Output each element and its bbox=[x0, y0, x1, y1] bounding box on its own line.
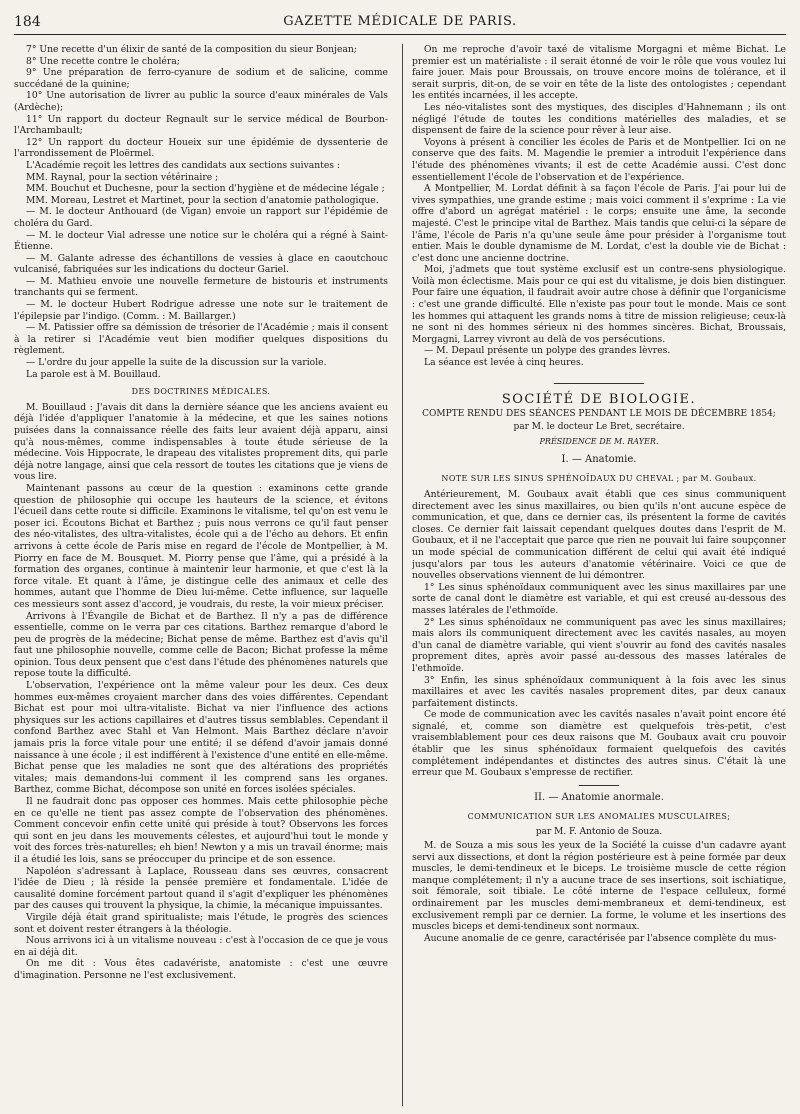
communication-title: COMMUNICATION SUR LES ANOMALIES MUSCULAIRES; bbox=[467, 812, 731, 822]
section-title: DES DOCTRINES MÉDICALES. bbox=[131, 387, 271, 397]
paragraph: Il ne faudrait donc pas opposer ces hommes. Mais cette philosophie pèche en ce qu'elle ne tient pas assez compte de l'observation des phénomènes. Comment concevoir enfin cette unité qui préside à tout? Observons les forces qui sont en jeu dans les mouvements célestes, et aujourd'hui tout le monde y voit des forces très-naturelles; eh bien! Newton y a mis un travail énorme; mais il a étudié les lois, sans se préoccuper du principe et de son essence. bbox=[14, 796, 388, 865]
note-line: — L'ordre du jour appelle la suite de la discussion sur la variole. bbox=[26, 357, 327, 369]
note-line: — M. le docteur Vial adresse une notice sur le choléra qui a régné à Saint-Étienne. bbox=[14, 229, 388, 253]
list-item: 9° Une préparation de ferro-cyanure de sodium et de salicine, comme succédané de la quinine; bbox=[14, 67, 388, 90]
list-item: 12° Un rapport du docteur Houeix sur une épidémie de dyssenterie de l'arrondissement de Ploërmel. bbox=[14, 136, 388, 160]
paragraph: Aucune anomalie de ce genre, caractérisée par l'absence complète du mus- bbox=[424, 932, 777, 944]
paragraph: 2° Les sinus sphénoïdaux ne communiquent pas avec les sinus maxillaires; mais alors ils communiquent directement avec les cavités nasales, au moyen d'un canal de diamètre variable, qui vient s'ouvrir au fond des cavités nasales proprement dites, après avoir passé au-dessous des masses latérales de l'ethmoïde. bbox=[412, 616, 786, 674]
list-item: 8° Une recette contre le choléra; bbox=[26, 55, 180, 67]
compte-rendu-line-1: COMPTE RENDU DES SÉANCES PENDANT LE MOIS DE DÉCEMBRE 1854; bbox=[422, 409, 776, 420]
column-divider bbox=[402, 44, 403, 1106]
paragraph: A Montpellier, M. Lordat définit à sa façon l'école de Paris. J'ai pour lui de vives sympathies, une grande estime ; mais voici comment il s'exprime : La vie offre d'abord un agrégat matériel : le corps; ensuite une âme, la seconde majesté. C'est le principe vital de Barthez. Mais tandis que celui-ci la sépare de l'âme, l'école de Paris n'a qu'une seule âme pour présider à l'organisme tout entier. Mais le double dynamisme de M. Lordat, c'est la double vie de Bichat : c'est donc une ancienne doctrine. bbox=[412, 183, 786, 264]
journal-title: GAZETTE MÉDICALE DE PARIS. bbox=[283, 14, 517, 29]
candidates-intro: L'Académie reçoit les lettres des candidats aux sections suivantes : bbox=[26, 159, 341, 171]
page-header bbox=[14, 12, 786, 35]
paragraph: Les néo-vitalistes sont des mystiques, des disciples d'Hahnemann ; ils ont négligé l'étude de toutes les conditions matérielles des maladies, et se dispensent de faire de la science pour rêver à leur aise. bbox=[412, 101, 786, 137]
page-number: 184 bbox=[14, 14, 41, 30]
note-line: — M. Mathieu envoie une nouvelle fermeture de bistouris et instruments tranchants qui se ferment. bbox=[14, 275, 388, 299]
candidate-line: MM. Raynal, pour la section vétérinaire ; bbox=[26, 171, 219, 183]
left-column bbox=[14, 44, 388, 1106]
paragraph: On me dit : Vous êtes cadavériste, anatomiste : c'est une œuvre d'imagination. Personne ne l'est exclusivement. bbox=[14, 958, 388, 981]
list-item: 11° Un rapport du docteur Regnault sur le service médical de Bourbon-l'Archambault; bbox=[14, 113, 388, 137]
right-column bbox=[412, 44, 786, 1106]
compte-rendu-line-2: par M. le docteur Le Bret, secrétaire. bbox=[513, 422, 685, 433]
list-item: 7° Une recette d'un élixir de santé de la composition du sieur Bonjean; bbox=[26, 44, 357, 55]
communication-author: par M. F. Antonio de Souza. bbox=[535, 827, 663, 838]
paragraph: Ce mode de communication avec les cavités nasales n'avait point encore été signalé, et, comme son diamètre est quelquefois très-petit, c'est vraisemblablement pour ces deux raisons que M. Goubaux avait cru pouvoir établir que les sinus sphénoïdaux formaient quelquefois des cavités complétement indépendantes et distinctes des autres sinus. C'était là une erreur que M. Goubaux s'empresse de rectifier. bbox=[412, 709, 786, 779]
small-rule bbox=[579, 785, 619, 786]
note-title: NOTE SUR LES SINUS SPHÉNOÏDAUX DU CHEVAL ; par M. Goubaux. bbox=[441, 474, 757, 484]
society-title: SOCIÉTÉ DE BIOLOGIE. bbox=[501, 391, 697, 407]
candidate-line: MM. Bouchut et Duchesne, pour la section d'hygiène et de médecine légale ; bbox=[26, 183, 385, 195]
paragraph: Virgile déjà était grand spiritualiste; mais l'étude, le progrès des sciences sont et doivent rester étrangers à la théologie. bbox=[14, 911, 388, 935]
paragraph: M. Bouillaud : J'avais dit dans la dernière séance que les anciens avaient eu déjà l'idée d'appliquer l'anatomie à la médecine, et que les saines notions puisées dans la connaissance réelle des faits leur avaient déjà apparu, ainsi qu'à nous-mêmes, comme indispensables à toute étude sérieuse de la médecine. Vois Hippocrate, le drapeau des vitalistes proprement dits, qui parle déjà notre langage, ainsi que cela ressort de toutes les citations que je viens de vous lire. bbox=[14, 401, 388, 483]
paragraph: La séance est levée à cinq heures. bbox=[424, 357, 584, 369]
section-rule bbox=[554, 383, 644, 384]
paragraph: On me reproche d'avoir taxé de vitalisme Morgagni et même Bichat. Le premier est un matérialiste : il serait étonné de voir le rôle que vous voulez lui faire jouer. Mais pour Broussais, on trouve encore moins de tolérance, et il serait surpris, dit-on, de se voir en tête de la liste des ontologistes ; cependant les entités incarnées, il les accepte. bbox=[412, 44, 786, 102]
paragraph: L'observation, l'expérience ont la même valeur pour les deux. Ces deux hommes eux-mêmes croyaient marcher dans des voies différentes. Cependant Bichat est pour moi ultra-vitaliste. Bichat va nier l'influence des actions physiques sur les actions capillaires et d'autres tissus semblables. Cependant il confond Barthez avec Stahl et Van Helmont. Mais Barthez déclare n'avoir jamais pris la force vitale pour une entité; il se défend d'avoir jamais donné naissance à une école ; il est indifférent à l'existence d'une entité en elle-même. Bichat pense que les maladies ne sont que des altérations des propriétés vitales; mais demandons-lui comment il les comprend sans les organes. Barthez, comme Bichat, décompose son unité en forces isolées spéciales. bbox=[14, 680, 388, 796]
note-line: — M. Galante adresse des échantillons de vessies à glace en caoutchouc vulcanisé, fabriquées sur les indications du docteur Gariel. bbox=[14, 252, 388, 276]
presidence: PRÉSIDENCE DE M. RAYER. bbox=[539, 437, 659, 447]
paragraph: Voyons à présent à concilier les écoles de Paris et de Montpellier. Ici on ne conserve que des faits. M. Magendie le premier a introduit l'expérience dans l'étude des phénomènes vivants; il est de cette Académie aussi. C'est donc essentiellement l'école de l'observation et de l'expérience. bbox=[412, 136, 786, 183]
note-line: — M. le docteur Anthouard (de Vigan) envoie un rapport sur l'épidémie de choléra du Gard. bbox=[14, 206, 388, 229]
list-item: 10° Une autorisation de livrer au public la source d'eaux minérales de Vals (Ardèche); bbox=[14, 90, 388, 113]
paragraph: 1° Les sinus sphénoïdaux communiquent avec les sinus maxillaires par une sorte de canal dont le diamètre est variable, et qui est creusé au-dessous des masses latérales de l'ethmoïde. bbox=[412, 581, 786, 616]
anatomie-heading: I. — Anatomie. bbox=[561, 453, 637, 465]
candidate-line: MM. Moreau, Lestret et Martinet, pour la section d'anatomie pathologique. bbox=[26, 194, 379, 206]
paragraph: — M. Depaul présente un polype des grandes lèvres. bbox=[424, 345, 671, 357]
note-line: — M. le docteur Hubert Rodrigue adresse une note sur le traitement de l'épilepsie par l'indigo. (Comm. : M. Baillarger.) bbox=[14, 299, 388, 322]
paragraph: M. de Souza a mis sous les yeux de la Société la cuisse d'un cadavre ayant servi aux dissections, et dont la région postérieure est à peine formée par deux muscles, le demi-tendineux et le biceps. Le troisième muscle de cette région manque complétement; il n'y a aucune trace de ses insertions, soit ischiatique, soit fémorale, soit tibiale. Le côté interne de l'espace celluleux, formé ordinairement par les muscles demi-membraneux et demi-tendineux, est exclusivement rempli par ce dernier. La forme, le volume et les insertions des muscles biceps et demi-tendineux sont normaux. bbox=[412, 840, 786, 933]
paragraph: 3° Enfin, les sinus sphénoïdaux communiquent à la fois avec les sinus maxillaires et avec les cavités nasales proprement dites, par deux canaux parfaitement distincts. bbox=[412, 674, 786, 709]
note-line: La parole est à M. Bouillaud. bbox=[26, 368, 161, 380]
paragraph: Napoléon s'adressant à Laplace, Rousseau dans ses œuvres, consacrent l'idée de Dieu ; là réside la pensée première et fondamentale. L'idée de causalité domine forcément partout quand il s'agit d'expliquer les phénomènes par des causes qui trouvent la physique, la chimie, la mécanique impuissantes. bbox=[14, 865, 388, 912]
paragraph: Antérieurement, M. Goubaux avait établi que ces sinus communiquent directement avec les sinus maxillaires, ou bien qu'ils n'ont aucune espèce de communication, et que, dans ce dernier cas, ils présentent la forme de cavités closes. Ce dernier fait laissait cependant quelques doutes dans l'esprit de M. Goubaux, et il ne l'acceptait que parce que rien ne pouvait lui faire soupçonner un mode spécial de communication différent de celui qui avait été indiqué jusqu'alors par tous les auteurs d'anatomie vétérinaire. Voici ce que de nouvelles observations viennent de lui démontrer. bbox=[412, 489, 786, 582]
paragraph: Arrivons à l'Évangile de Bichat et de Barthez. Il n'y a pas de différence essentielle, comme on le verra par ces citations. Barthez remarque d'abord le peu de progrès de la médecine; Bichat pense de même. Barthez est d'avis qu'il faut une philosophie nouvelle, comme celle de Bacon; Bichat professe la même opinion. Tous deux pensent que c'est dans l'étude des phénomènes naturels que repose toute la difficulté. bbox=[14, 610, 388, 680]
note-line: — M. Patissier offre sa démission de trésorier de l'Académie ; mais il consent à la retirer si l'Académie veut bien modifier quelques dispositions du règlement. bbox=[14, 322, 388, 357]
paragraph: Maintenant passons au cœur de la question : examinons cette grande question de philosophie qui occupe les hauteurs de la science, et évitons l'écueil dans cette route si difficile. Examinons le vitalisme, tel qu'on est venu le poser ici. Écoutons Bichat et Barthez ; puis nous verrons ce qu'il faut penser des néo-vitalistes, des ultra-vitalistes, école qui a de l'écho au dehors. Et enfin arrivons à cette école de Paris mise en regard de l'école de Montpellier, à M. Piorry en face de M. Bousquet. M. Piorry pense que l'âme, qui a présidé à la formation des organes, continue à maintenir leur harmonie, et que c'est là la force vitale. Et quant à l'âme, je distingue celle des animaux et celle des hommes, autant que l'homme de Dieu lui-même. Cette influence, sur laquelle ces messieurs sont assez d'accord, je voudrais, du reste, la voir mieux préciser. bbox=[14, 482, 388, 610]
paragraph: Moi, j'admets que tout système exclusif est un contre-sens physiologique. Voilà mon éclectisme. Mais pour ce qui est du vitalisme, je dois bien distinguer. Pour faire une équation, il faudrait avoir autre chose à définir que l'organicisme : c'est une grande difficulté. Elle n'existe pas pour tout le monde. Mais ce sont les hommes qui attaquent les grands noms à titre de mission religieuse; ceux-là ne sont ni des hommes sérieux ni des hommes sincères. Bichat, Broussais, Morgagni, Larrey vivront au delà de vos persécutions. bbox=[412, 264, 786, 345]
anormale-heading: II. — Anatomie anormale. bbox=[534, 791, 664, 803]
paragraph: Nous arrivons ici à un vitalisme nouveau : c'est à l'occasion de ce que je vous en ai déjà dit. bbox=[14, 935, 388, 958]
